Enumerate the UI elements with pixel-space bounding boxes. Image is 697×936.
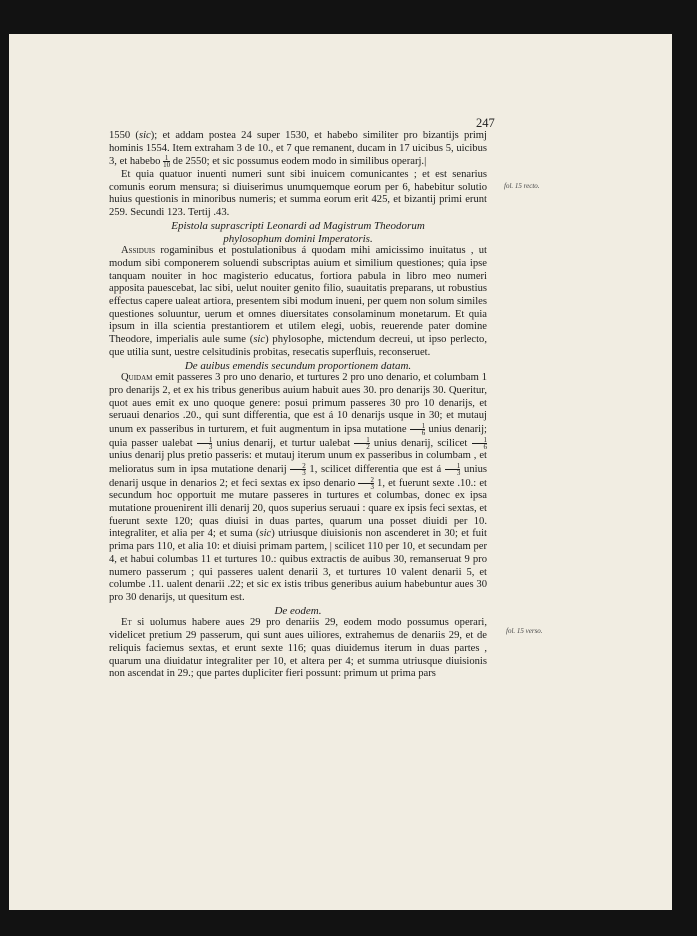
paragraph-quidam: Quidam emit passeres 3 pro uno denario, et turtures 2 pro uno denario, et columbam 1 pro denarijs 2, et ex his tribus generibus auium habuit aues 30. pro denarijs 30. Queritur, quot aues emit ex uno quoque genere: posui primum passeres 30 pro 10 denarijs, et seruaui denarios .20., qui sunt differentia, que est á 10 denarijs usque in 30; et mutauj unum ex passeribus in turturem, et fuit augmentum in ipsa mutatione $\frac{1}{6}$ unius denarij; quia passer ualebat $\frac{1}{3}$ unius denarij, et turtur ualebat $\frac{1}{2}$ unius denarij, scilicet $\frac{1}{6}$ unius denarij plus pretio passeris: et mutauj iterum unum ex passeribus in columbam , et melioratus sum in ipsa mutatione denarij $\frac{2}{3}$ 1, scilicet differentia que est á $\frac{1}{3}$ unius denarij usque in denarios 2; et feci sextas ex ipso denario $\frac{2}{3}$ 1, et fuerunt sexte .10.: et secundum hoc opportuit me mutare passeres in turtures et columbas, donec ex ipsa mutatione prouenirent illi denarij 20, quos superius seruaui : quare ex ipsis feci sextas, et fuerunt sexte 120; quas diuisi in duas partes, quarum una posset diuidi per 10. integraliter, et alia per 4; et suma (sic) utriusque diuisionis non ascenderet in 30; et fuit prima pars 110, et alia 10: et diuisi primam partem, | scilicet 110 per 10, et secundam per 4, et habui columbas 11 et turtures 10.: quibus extractis de auibus 30, remanseruat 9 pro numero passerum ; qui passeres ualent denarii 3, et turtures 10 valent denarii 5, et columbe .11. ualent denarii .22; et sic ex istis tribus generibus auium habebuntur aues 30 pro 30 denarijs, ut quesitum est. bbox=[109, 372, 488, 603]
fraction: $\frac{1}{3}$ bbox=[445, 463, 461, 476]
fraction: $\frac{2}{3}$ bbox=[290, 463, 306, 476]
fraction: $\frac{1}{3}$ bbox=[197, 437, 213, 450]
fraction: $\frac{1}{2}$ bbox=[354, 437, 370, 450]
manuscript-page bbox=[9, 34, 672, 910]
page-number: 247 bbox=[476, 116, 495, 130]
dropcap: Assiduis bbox=[121, 245, 156, 257]
paragraph-et-si: Et si uolumus habere aues 29 pro denariis 29, eodem modo possumus operari, videlicet pretium 29 passerum, qui sunt aues uiliores, extrahemus de denariis 29, et de reliquis faciemus sextas, et erunt sexte 116; quas diuidemus iterum in duas partes , quarum una diuidatur integraliter per 10, et altera per 4; et summa utriusque diuisionis non ascendat in 29.; que partes dupliciter fieri possunt: primum ut prima pars bbox=[109, 617, 487, 680]
fraction: $\frac{2}{3}$ bbox=[358, 477, 374, 490]
section-title-de-eodem: De eodem. bbox=[274, 604, 322, 617]
epistola-title: Epistola suprascripti Leonardi ad Magistrum Theodorum phylosophum domini Imperatoris. bbox=[171, 219, 425, 245]
paragraph-continuation: 1550 (sic); et addam postea 24 super 1530, et habebo similiter pro bizantijs primj hominis 1554. Item extraham 3 de 10., et 7 que remanent, ducam in 17 uicibus 5, uicibus 3, et habebo $\frac{1}{10}$ de 2550; et sic possumus eodem modo in similibus operarj.| bbox=[109, 130, 487, 170]
paragraph-assiduis: Assiduis rogaminibus et postulationibus á quodam mihi amicissimo inuitatus , ut modum sibi componerem soluendi subscriptas auium et similium questiones; quia ipse tanquam nouiter in hoc magisterio educatus, fortiora pabula in libro meo numeri apposita pauescebat, lac sibi, uelut nouiter genito filio, suauitatis preparans, ut robustius effectus capere ualeat artiora, presentem sibi modum inueni, per quem non solum similes questiones soluuntur, uerum et omnes diuersitates consolaminum monetarum. Et quia ipsum in illa scientia prestantiorem et utilem elegi, uobis, reuerende pater domine Theodore, imperialis aule sume (sic) phylosophe, mictendum decreui, ut ipso perlecto, que utilia sunt, uestre celsitudinis probitas, resecatis superfluis, reconseruet. bbox=[109, 245, 488, 358]
dropcap: Quidam bbox=[121, 372, 153, 384]
margin-note-recto: fol. 15 recto. bbox=[504, 182, 540, 190]
fraction: $\frac{1}{10}$ bbox=[163, 154, 171, 170]
main-text bbox=[109, 130, 487, 681]
fraction: $\frac{1}{6}$ bbox=[410, 423, 426, 436]
fraction: $\frac{1}{6}$ bbox=[472, 437, 488, 450]
margin-note-verso: fol. 15 verso. bbox=[506, 627, 543, 635]
section-title-auibus: De auibus emendis secundum proportionem datam. bbox=[184, 359, 412, 372]
dropcap: Et bbox=[121, 617, 132, 629]
paragraph-senarius: Et quia quatuor inuenti numeri sunt sibi inuicem comunicantes ; et est senarius comunis eorum mensura; si diuiserimus unumquemque eorum per 6, habebitur solutio huius questionis in minoribus numeris; et summa eorum erit 425, et bizantij primi erunt 259. Secundi 123. Tertij .43. bbox=[109, 169, 487, 219]
